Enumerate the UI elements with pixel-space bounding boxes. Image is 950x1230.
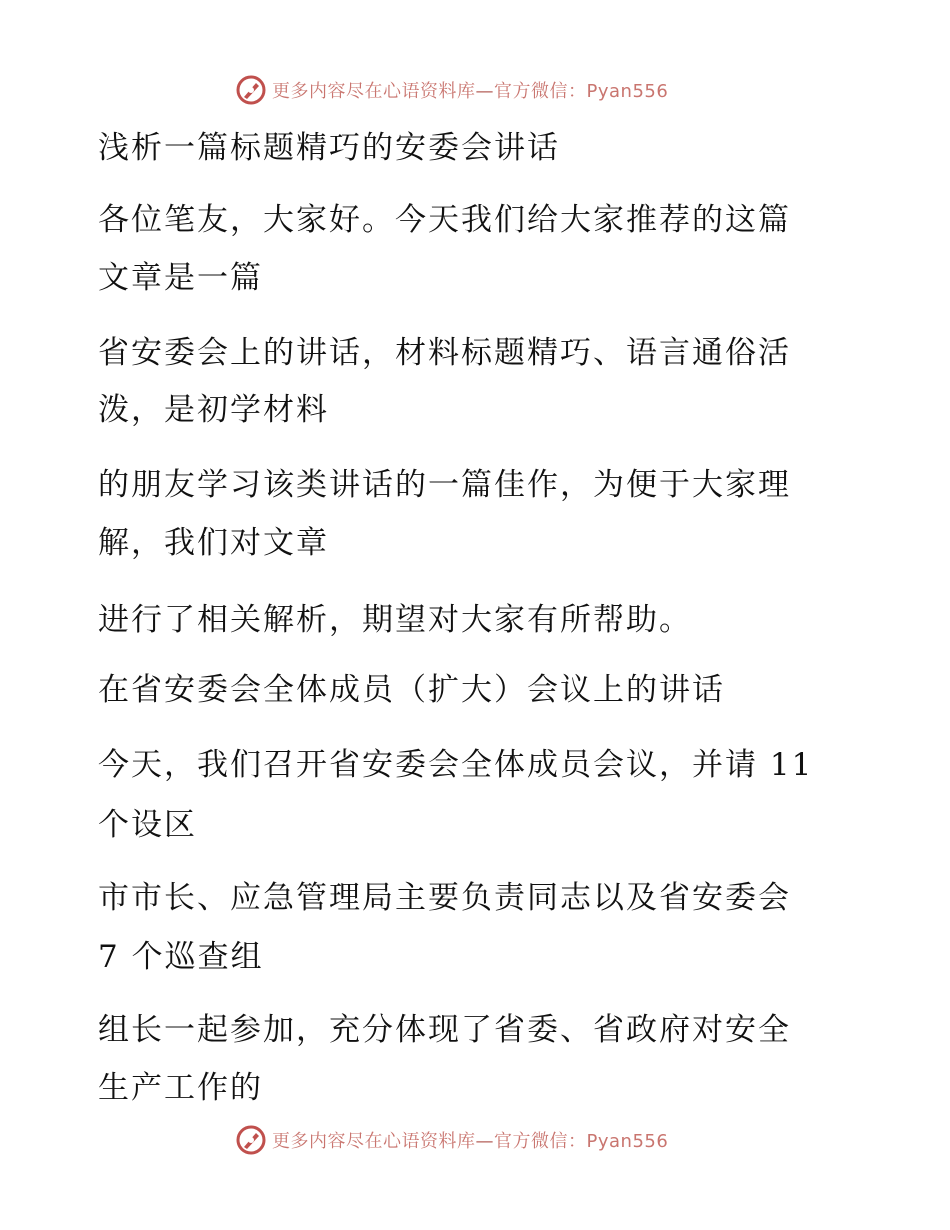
speech-title: 在省安委会全体成员（扩大）会议上的讲话 <box>98 672 725 708</box>
watermark-brand: 更多内容尽在心语资料库 <box>272 1131 476 1152</box>
paragraph-line: 泼，是初学材料 <box>98 392 329 428</box>
paragraph-line: 市市长、应急管理局主要负责同志以及省安委会 <box>98 880 791 916</box>
paragraph-line: 7 个巡查组 <box>98 939 264 975</box>
document-title: 浅析一篇标题精巧的安委会讲话 <box>98 130 560 166</box>
paragraph-line: 的朋友学习该类讲话的一篇佳作，为便于大家理 <box>98 467 791 503</box>
header-watermark <box>236 72 756 108</box>
watermark-brand: 更多内容尽在心语资料库 <box>272 81 476 102</box>
watermark-text <box>272 77 668 103</box>
paragraph-line: 今天，我们召开省安委会全体成员会议，并请 11 <box>98 747 814 783</box>
pen-logo-icon <box>236 75 266 105</box>
paragraph-line: 省安委会上的讲话，材料标题精巧、语言通俗活 <box>98 335 791 371</box>
paragraph-line: 个设区 <box>98 807 197 843</box>
paragraph-line: 各位笔友，大家好。今天我们给大家推荐的这篇 <box>98 202 791 238</box>
paragraph-line: 进行了相关解析，期望对大家有所帮助。 <box>98 602 692 638</box>
watermark-suffix: 官方微信：Pyan556 <box>494 81 669 102</box>
pen-logo-icon <box>236 1125 266 1155</box>
watermark-separator: — <box>475 81 494 102</box>
paragraph-line: 组长一起参加，充分体现了省委、省政府对安全 <box>98 1012 791 1048</box>
footer-watermark <box>236 1122 756 1158</box>
paragraph-line: 生产工作的 <box>98 1070 263 1106</box>
paragraph-line: 文章是一篇 <box>98 260 263 296</box>
watermark-suffix: 官方微信：Pyan556 <box>494 1131 669 1152</box>
watermark-separator: — <box>475 1131 494 1152</box>
watermark-text <box>272 1127 668 1153</box>
paragraph-line: 解，我们对文章 <box>98 525 329 561</box>
